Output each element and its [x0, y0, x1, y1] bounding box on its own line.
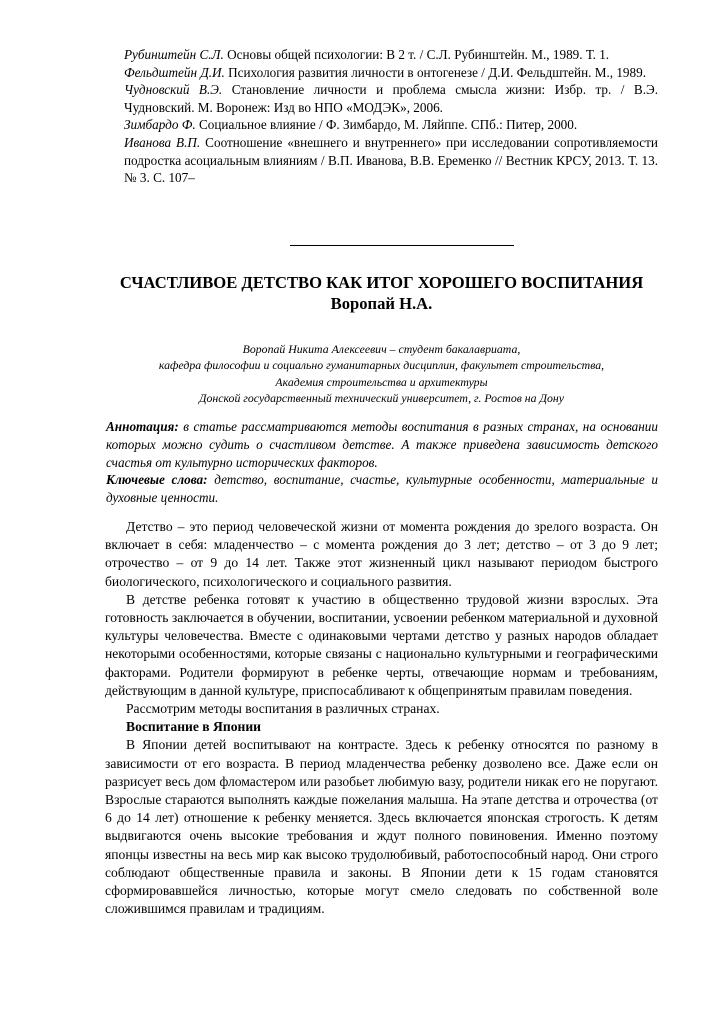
keywords-label: Ключевые слова: — [106, 472, 208, 488]
abstract-section — [106, 418, 658, 507]
reference-author: Чудновский В.Э. — [124, 82, 223, 98]
abstract-label: Аннотация: — [106, 419, 179, 434]
body-paragraph: Рассмотрим методы воспитания в различных странах. — [126, 701, 440, 717]
article-author: Воропай Н.А. — [330, 294, 433, 313]
article-title: СЧАСТЛИВОЕ ДЕТСТВО КАК ИТОГ ХОРОШЕГО ВОСПИТАНИЯ — [119, 273, 644, 292]
section-divider — [290, 245, 514, 246]
reference-author: Рубинштейн С.Л. — [124, 47, 224, 62]
body-paragraph: В детстве ребенка готовят к участию в общественно трудовой жизни взрослых. Эта готовность заключается в обучении, воспитании, усвоении ребенком материальной и духовной культуры человечества. Вместе с одинаковыми чертами детство у разных народов обладает некоторыми особенностями, которые связаны с национально культурными и географическими факторами. Родители формируют в ребенке черты, отвечающие нормам и требованиям, действующим в данной культуре, приспосабливают к общепринятым правилам поведения. — [105, 591, 658, 698]
reference-author: Иванова В.П. — [124, 134, 201, 150]
article-body — [105, 518, 658, 918]
article-header — [104, 273, 659, 314]
reference-item — [124, 46, 658, 64]
reference-author: Зимбардо Ф. — [124, 117, 196, 133]
reference-item — [124, 116, 658, 134]
reference-item — [124, 134, 658, 187]
reference-author: Фельдштейн Д.И. — [124, 64, 225, 80]
keywords-text: детство, воспитание, счастье, культурные особенности, материальные и духовные ценности. — [106, 472, 658, 506]
affiliation-line: кафедра философии и социально гуманитарных дисциплин, факультет строительства, — [158, 358, 605, 373]
reference-text: Основы общей психологии: В 2 т. / С.Л. Рубинштейн. М., 1989. Т. 1. — [223, 47, 610, 62]
reference-text: Социальное влияние / Ф. Зимбардо, М. Ляйппе. СПб.: Питер, 2000. — [195, 117, 578, 133]
reference-list — [124, 46, 658, 187]
abstract-text: в статье рассматриваются методы воспитания в разных странах, на основании которых можно судить о счастливом детстве. А также приведена зависимость детского счастья от культурно исторических факторов. — [106, 419, 658, 470]
reference-text: Становление личности и проблема смысла жизни: Избр. тр. / В.Э. Чудновский. М. Воронеж: Изд во НПО «МОДЭК», 2006. — [124, 82, 658, 115]
reference-text: Соотношение «внешнего и внутреннего» при исследовании сопротивляемости подростка асоциальным влияниям / В.П. Иванова, В.В. Еременко // Вестник КРСУ, 2013. Т. 13. № 3. С. 107– — [124, 134, 658, 186]
keywords — [106, 471, 658, 507]
body-paragraph: В Японии детей воспитывают на контрасте. Здесь к ребенку относятся по разному в зависимости от его возраста. В период младенчества ребенку дозволено все. Даже если он разрисует весь дом фломастером или разобьет любимую вазу, родители никак его не поругают. Взрослые стараются выполнять каждые пожелания малыша. На этапе детства и отрочества (от 6 до 14 лет) отношение к ребенку меняется. Здесь включается японская строгость. К детям выдвигаются очень высокие требования и ждут полного повиновения. Именно поэтому японцы известны на весь мир как высоко трудолюбивый, работоспособный народ. Они строго соблюдают общественные правила и законы. В Японии дети к 15 годам становятся сформировавшейся личностью, которые могут смело следовать по собственной воле сложившимся правилам и традициям. — [105, 737, 658, 917]
reference-text: Психология развития личности в онтогенезе / Д.И. Фельдштейн. М., 1989. — [224, 64, 647, 80]
author-affiliation — [104, 341, 659, 407]
reference-item — [124, 81, 658, 116]
affiliation-line: Академия строительства и архитектуры — [275, 374, 488, 389]
abstract — [106, 418, 658, 471]
section-heading: Воспитание в Японии — [126, 719, 261, 735]
affiliation-line: Воропай Никита Алексеевич – студент бакалавриата, — [242, 342, 521, 356]
affiliation-line: Донской государственный технический университет, г. Ростов на Дону — [198, 391, 564, 406]
body-paragraph: Детство – это период человеческой жизни от момента рождения до зрелого возраста. Он включает в себя: младенчество – с момента рождения до 3 лет; детство – от 3 до 9 лет; отрочество – от 9 до 14 лет. Также этот жизненный цикл называют периодом быстрого биологического, психологического и социального развития. — [105, 519, 658, 589]
reference-item — [124, 64, 658, 82]
